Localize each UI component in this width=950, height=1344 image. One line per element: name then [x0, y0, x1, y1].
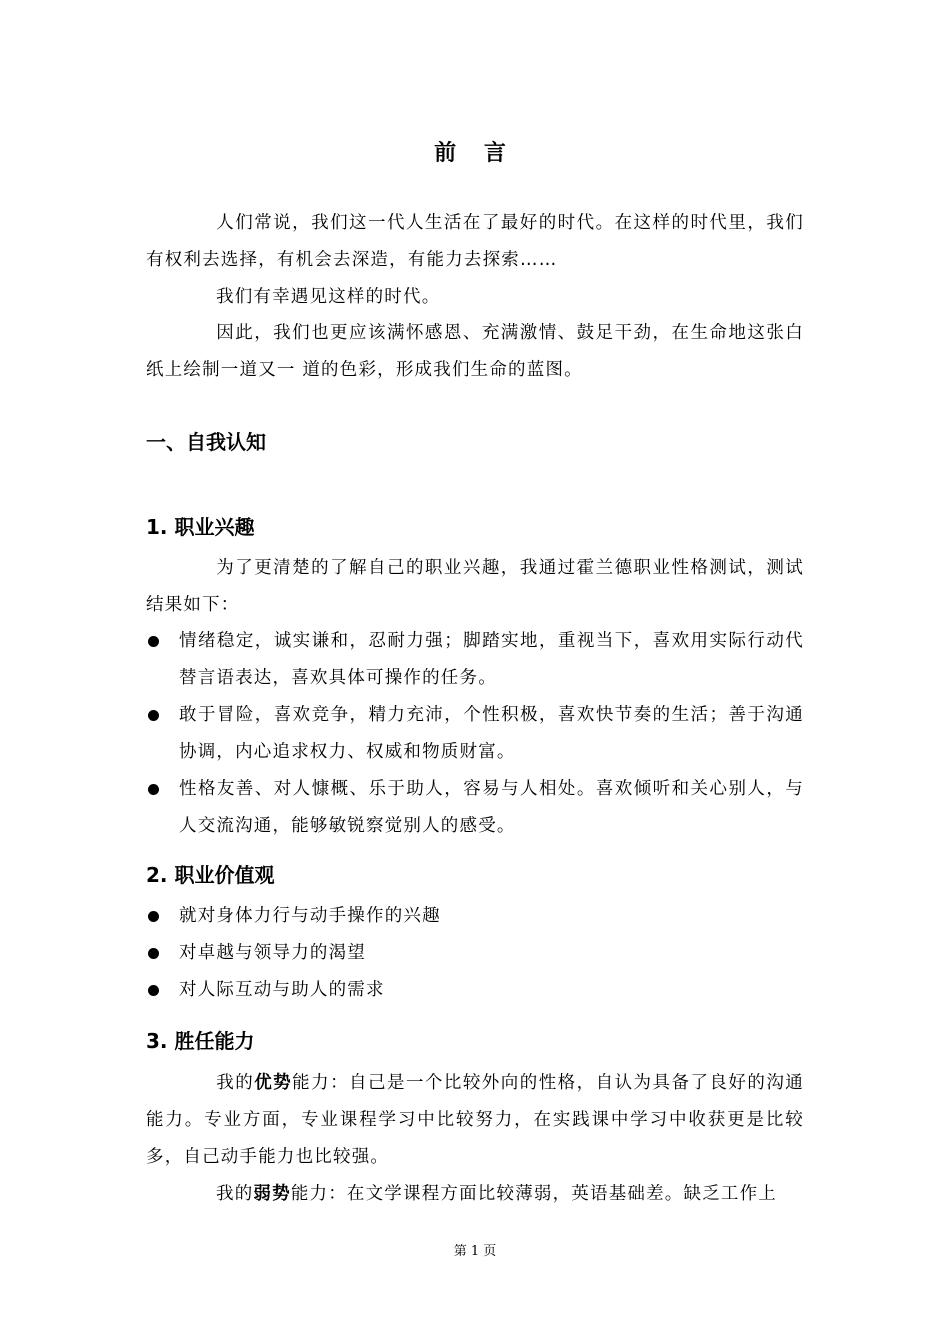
preface-text-3: 因此，我们也更应该满怀感恩、充满激情、鼓足干劲，在生命地这张白纸上绘制一道又一 道的色彩，形成我们生命的蓝图。 — [146, 323, 804, 380]
subheading-competency: 3. 胜任能力 — [146, 1029, 255, 1053]
preface-text-1: 人们常说，我们这一代人生活在了最好的时代。在这样的时代里，我们有权利去选择，有机会去深造，有能力去探索…… — [146, 213, 804, 270]
competency-weaknesses-paragraph: 我的弱势能力：在文学课程方面比较薄弱，英语基础差。缺乏工作上 — [216, 1184, 778, 1204]
list-item: 对卓越与领导力的渴望 — [146, 935, 804, 972]
bullet-dot-icon — [148, 911, 159, 922]
bullet-dot-icon — [148, 948, 159, 959]
strength-label: 优势 — [254, 1073, 293, 1093]
weakness-label: 弱势 — [253, 1184, 291, 1204]
bullet-dot-icon — [148, 784, 159, 795]
career-interest-intro-text: 为了更清楚的了解自己的职业兴趣，我通过霍兰德职业性格测试，测试结果如下： — [146, 558, 804, 615]
list-item: 性格友善、对人慷概、乐于助人，容易与人相处。喜欢倾听和关心别人，与人交流沟通，能够敏锐察觉别人的感受。 — [146, 771, 804, 845]
preface-paragraph-1 — [146, 205, 804, 279]
list-item: 敢于冒险，喜欢竞争，精力充沛，个性积极，喜欢快节奏的生活；善于沟通协调，内心追求权力、权威和物质财富。 — [146, 697, 804, 771]
preface-paragraph-2 — [146, 279, 804, 316]
page-number-footer: 第 1 页 — [453, 1244, 497, 1259]
bullet-dot-icon — [148, 636, 159, 647]
bullet-dot-icon — [148, 710, 159, 721]
competency-strengths-paragraph: 我的优势能力：自己是一个比较外向的性格，自认为具备了良好的沟通能力。专业方面，专业课程学习中比较努力，在实践课中学习中收获更是比较多，自己动手能力也比较强。 — [146, 1073, 804, 1167]
list-item: 情绪稳定，诚实谦和，忍耐力强；脚踏实地，重视当下，喜欢用实际行动代替言语表达，喜欢具体可操作的任务。 — [146, 623, 804, 697]
subheading-career-interest: 1. 职业兴趣 — [146, 515, 255, 539]
career-interest-list — [146, 623, 804, 845]
list-item: 就对身体力行与动手操作的兴趣 — [146, 898, 804, 935]
subheading-career-values: 2. 职业价值观 — [146, 863, 275, 887]
page-title: 前 言 — [434, 141, 516, 166]
preface-text-2: 我们有幸遇见这样的时代。 — [216, 287, 441, 307]
career-values-list — [146, 898, 804, 1009]
bullet-dot-icon — [148, 985, 159, 996]
career-interest-intro — [146, 550, 804, 624]
section-heading-self-awareness: 一、自我认知 — [146, 430, 266, 454]
list-item: 对人际互动与助人的需求 — [146, 972, 804, 1009]
preface-paragraph-3 — [146, 315, 804, 389]
